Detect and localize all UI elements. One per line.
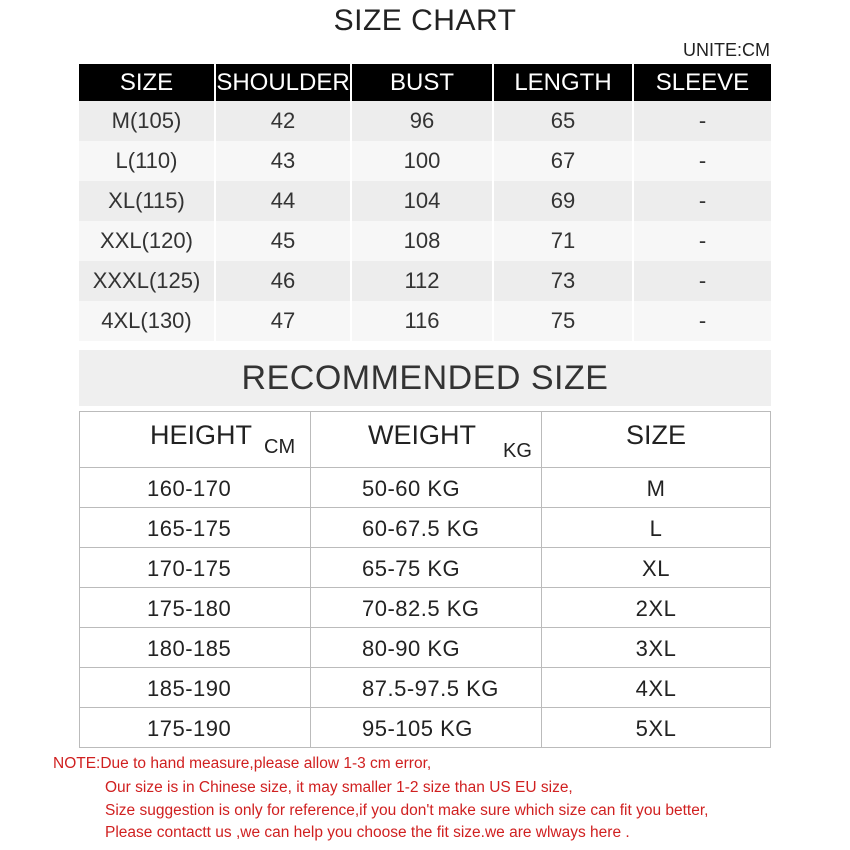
- cell-height: 185-190: [147, 676, 232, 701]
- cell-bust: 100: [352, 141, 494, 181]
- cell-size: 4XL(130): [79, 301, 216, 341]
- cell-size: 2XL: [635, 596, 677, 621]
- table-row: [79, 141, 771, 181]
- cell-bust: 104: [352, 181, 494, 221]
- header-height-cell: [80, 412, 311, 467]
- note-line-3: Size suggestion is only for reference,if you don't make sure which size can fit you better,: [105, 802, 709, 819]
- header-weight-unit: KG: [503, 440, 532, 462]
- cell-size: 5XL: [635, 716, 677, 741]
- cell-size: XL(115): [79, 181, 216, 221]
- cell-size: L: [649, 516, 663, 541]
- table-row: [80, 548, 770, 588]
- cell-sleeve: -: [698, 228, 707, 253]
- cell-shoulder: 44: [216, 181, 352, 221]
- cell-shoulder: 43: [216, 141, 352, 181]
- header-size: SIZE: [79, 64, 216, 101]
- note-line-1: NOTE:Due to hand measure,please allow 1-3 cm error,: [53, 755, 432, 772]
- header-height-unit: CM: [264, 436, 296, 458]
- note-line-4: Please contactt us ,we can help you choose the fit size.we are wlways here .: [105, 824, 630, 841]
- size-chart-table: [79, 64, 771, 341]
- cell-weight: 80-90 KG: [362, 636, 461, 661]
- cell-height: 170-175: [147, 556, 232, 581]
- header-bust: BUST: [352, 64, 494, 101]
- cell-size: XXL(120): [79, 221, 216, 261]
- table-row: [79, 261, 771, 301]
- table-row: [80, 588, 770, 628]
- header-size-cell: [542, 412, 770, 467]
- cell-size: XXXL(125): [79, 261, 216, 301]
- table-row: [80, 668, 770, 708]
- recommended-size-title: RECOMMENDED SIZE: [79, 350, 771, 406]
- cell-weight: 50-60 KG: [362, 476, 461, 501]
- cell-height: 165-175: [147, 516, 232, 541]
- cell-size: 3XL: [635, 636, 677, 661]
- cell-height: 175-180: [147, 596, 232, 621]
- table-row: [80, 508, 770, 548]
- unit-label: UNITE:CM: [683, 40, 770, 60]
- recommended-size-table: [79, 411, 771, 748]
- cell-weight: 65-75 KG: [362, 556, 461, 581]
- header-weight: WEIGHT: [368, 420, 476, 450]
- header-weight-cell: [311, 412, 542, 467]
- cell-shoulder: 45: [216, 221, 352, 261]
- cell-weight: 70-82.5 KG: [362, 596, 480, 621]
- recommended-header: [80, 412, 770, 468]
- cell-length: 75: [494, 301, 634, 341]
- cell-length: 69: [494, 181, 634, 221]
- table-row: [80, 628, 770, 668]
- cell-shoulder: 46: [216, 261, 352, 301]
- cell-length: 71: [494, 221, 634, 261]
- cell-bust: 112: [352, 261, 494, 301]
- header-shoulder: SHOULDER: [216, 64, 352, 101]
- table-row: [79, 101, 771, 141]
- header-length: LENGTH: [494, 64, 634, 101]
- cell-sleeve: -: [698, 148, 707, 173]
- cell-sleeve: -: [698, 268, 707, 293]
- cell-size: XL: [642, 556, 670, 581]
- cell-weight: 95-105 KG: [362, 716, 473, 741]
- cell-size: L(110): [79, 141, 216, 181]
- cell-size: 4XL: [635, 676, 677, 701]
- table-row: [80, 468, 770, 508]
- cell-sleeve: -: [698, 108, 707, 133]
- cell-length: 67: [494, 141, 634, 181]
- cell-shoulder: 42: [216, 101, 352, 141]
- cell-length: 65: [494, 101, 634, 141]
- cell-height: 175-190: [147, 716, 232, 741]
- cell-bust: 96: [352, 101, 494, 141]
- cell-length: 73: [494, 261, 634, 301]
- cell-size: M(105): [79, 101, 216, 141]
- cell-bust: 116: [352, 301, 494, 341]
- cell-weight: 87.5-97.5 KG: [362, 676, 499, 701]
- header-sleeve: SLEEVE: [655, 68, 750, 96]
- page-title: SIZE CHART: [333, 4, 517, 37]
- table-row: [80, 708, 770, 747]
- cell-shoulder: 47: [216, 301, 352, 341]
- table-row: [79, 221, 771, 261]
- cell-weight: 60-67.5 KG: [362, 516, 480, 541]
- cell-sleeve: -: [698, 308, 707, 333]
- cell-bust: 108: [352, 221, 494, 261]
- cell-size: M: [646, 476, 666, 501]
- table-row: [79, 181, 771, 221]
- size-chart-header: [79, 64, 771, 101]
- note-line-2: Our size is in Chinese size, it may smaller 1-2 size than US EU size,: [105, 779, 573, 796]
- header-height: HEIGHT: [150, 420, 253, 450]
- cell-height: 160-170: [147, 476, 232, 501]
- header-size: SIZE: [625, 420, 686, 450]
- cell-height: 180-185: [147, 636, 232, 661]
- cell-sleeve: -: [698, 188, 707, 213]
- table-row: [79, 301, 771, 341]
